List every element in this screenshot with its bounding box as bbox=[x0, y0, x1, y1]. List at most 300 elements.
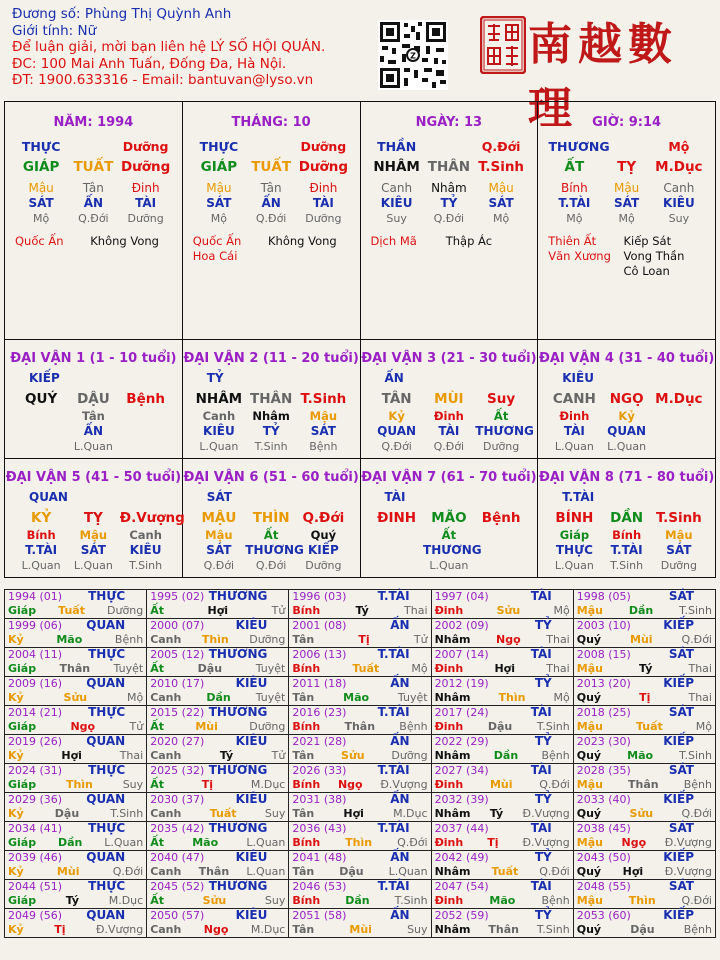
year-phase: T.Sinh bbox=[679, 603, 712, 617]
dai-van-can-chi-row bbox=[538, 389, 715, 409]
dai-van-can-chi-row-cell: ĐINH bbox=[377, 510, 417, 526]
pillar-god-row bbox=[183, 196, 360, 211]
year-can: Nhâm bbox=[434, 748, 471, 762]
year-phase: M.Dục bbox=[393, 806, 428, 820]
dai-van-hidden-row-cell bbox=[120, 409, 172, 424]
year-star: TỶ bbox=[534, 908, 552, 922]
dai-van-hidden-row-cell bbox=[371, 528, 423, 543]
pillar-can-chi-row-cell: THÂN bbox=[427, 159, 470, 175]
year-can: Ất bbox=[150, 835, 164, 849]
dai-van-hidden-row-cell: Mậu bbox=[79, 528, 108, 542]
year-chi: Hợi bbox=[61, 748, 82, 762]
dai-van-cell bbox=[183, 340, 361, 458]
pillar-hidden-row bbox=[183, 181, 360, 196]
year-star: THƯƠNG bbox=[208, 589, 268, 603]
year-chi: Tuất bbox=[58, 603, 85, 617]
year-phase: M.Dục bbox=[108, 893, 144, 907]
year-chi: Thìn bbox=[65, 777, 93, 791]
pillar-star-row-cell: THỰC bbox=[21, 139, 61, 154]
pillar-extras bbox=[183, 226, 360, 264]
qr-code-icon[interactable] bbox=[378, 20, 448, 90]
year-chi: Sửu bbox=[202, 893, 227, 907]
year-label: 2008 (15) bbox=[576, 648, 631, 661]
dai-van-hidden-row-cell: Bính bbox=[26, 528, 56, 542]
dai-van-phase-row-cell: Q.Đới bbox=[255, 559, 287, 572]
pillar-title: NGÀY: 13 bbox=[415, 115, 483, 130]
pillar-extras-left bbox=[548, 234, 623, 279]
svg-text:Z: Z bbox=[410, 51, 416, 61]
pillar-can-chi-row-cell: T.Sinh bbox=[478, 159, 525, 175]
dai-van-star: TÀI bbox=[384, 490, 406, 504]
pillar-hidden-row-cell: Tân bbox=[260, 181, 282, 195]
pillar-phase-row bbox=[183, 211, 360, 226]
pillar-star-row bbox=[5, 137, 182, 157]
year-phase: Tử bbox=[271, 748, 286, 762]
year-label: 2036 (43) bbox=[292, 822, 347, 835]
pillar-hidden-row-cell: Bính bbox=[560, 181, 588, 195]
year-phase: Suy bbox=[264, 806, 286, 820]
year-phase: Mộ bbox=[553, 603, 570, 617]
dai-van-god-row bbox=[538, 424, 715, 439]
year-chi: Dậu bbox=[630, 922, 655, 936]
dai-van-phase-row-cell: L.Quan bbox=[199, 440, 239, 453]
year-phase: Tuyệt bbox=[255, 661, 286, 675]
pillar-hidden-row-cell: Nhâm bbox=[431, 181, 467, 195]
pillar-god-row-cell: KIÊU bbox=[380, 196, 413, 210]
year-can: Giáp bbox=[8, 777, 37, 791]
year-label: 2019 (26) bbox=[8, 735, 63, 748]
year-phase: Tuyệt bbox=[255, 690, 286, 704]
year-star: THƯƠNG bbox=[208, 763, 268, 777]
year-chi: Tý bbox=[489, 806, 504, 820]
year-chi: Dần bbox=[345, 893, 370, 907]
year-label: 2041 (48) bbox=[292, 851, 347, 864]
year-chi: Hợi bbox=[494, 661, 515, 675]
dai-van-phase-row-cell: L.Quan bbox=[429, 559, 469, 572]
dai-van-hidden-row-cell: Kỷ bbox=[388, 409, 405, 423]
dai-van-god-row-cell: T.TÀI bbox=[25, 543, 58, 557]
dai-van-hidden-row bbox=[183, 409, 360, 424]
year-can: Quý bbox=[576, 864, 602, 878]
year-chi: Sửu bbox=[63, 690, 88, 704]
year-can: Mậu bbox=[576, 661, 603, 675]
year-phase: Suy bbox=[407, 922, 428, 936]
year-chi: Thìn bbox=[628, 893, 656, 907]
year-phase: T.Sinh bbox=[536, 922, 570, 936]
year-star: THỰC bbox=[88, 763, 126, 777]
year-star: THƯƠNG bbox=[208, 879, 268, 893]
pillar-extras-left bbox=[193, 234, 268, 264]
pillar-god-row-cell: ẤN bbox=[261, 196, 281, 210]
year-phase: Đ.Vượng bbox=[95, 922, 144, 936]
dai-van-star: KIẾP bbox=[29, 371, 60, 385]
year-phase: Đ.Vượng bbox=[380, 777, 428, 791]
pillar-phase-row-cell: Mộ bbox=[210, 212, 227, 225]
shen-sha-label: Thiên Ất bbox=[548, 234, 597, 248]
year-label: 2017 (24) bbox=[434, 706, 489, 719]
dai-van-hidden-row-cell: Đinh bbox=[433, 409, 464, 423]
year-cell bbox=[573, 735, 715, 764]
year-phase: Bệnh bbox=[541, 893, 570, 907]
year-phase: Q.Đới bbox=[539, 864, 570, 878]
year-label: 2012 (19) bbox=[434, 677, 489, 690]
year-phase: Đ.Vượng bbox=[522, 806, 570, 820]
dai-van-hidden-row-cell: Nhâm bbox=[252, 409, 290, 423]
year-can: Kỷ bbox=[8, 806, 24, 820]
year-chi: Mão bbox=[489, 893, 516, 907]
year-cell bbox=[431, 590, 573, 619]
year-phase: Đ.Vượng bbox=[664, 835, 712, 849]
year-star: QUAN bbox=[86, 676, 126, 690]
year-chi: Tý bbox=[639, 661, 653, 675]
year-row bbox=[5, 590, 716, 619]
year-cell bbox=[289, 851, 431, 880]
year-star: TỶ bbox=[534, 618, 552, 632]
year-cell bbox=[289, 880, 431, 909]
year-phase: Suy bbox=[264, 893, 286, 907]
dai-van-phase-row bbox=[183, 558, 360, 573]
year-phase: Bệnh bbox=[683, 777, 712, 791]
dai-van-row-1 bbox=[5, 339, 715, 458]
year-cell bbox=[573, 764, 715, 793]
pillar-star-row-cell bbox=[245, 137, 297, 157]
year-star: THỰC bbox=[88, 589, 126, 603]
year-star: SÁT bbox=[668, 705, 694, 719]
year-label: 1998 (05) bbox=[576, 590, 631, 603]
year-cell bbox=[5, 735, 147, 764]
year-cell bbox=[5, 619, 147, 648]
year-label: 1995 (02) bbox=[150, 590, 205, 603]
year-chi: Dần bbox=[628, 603, 654, 617]
year-chi: Mùi bbox=[630, 632, 653, 646]
year-star: KIÊU bbox=[235, 792, 268, 806]
year-label: 2035 (42) bbox=[150, 822, 205, 835]
year-cell bbox=[289, 706, 431, 735]
year-cell bbox=[5, 851, 147, 880]
year-star: ẤN bbox=[390, 676, 410, 690]
dai-van-hidden-row-cell: Tân bbox=[81, 409, 105, 423]
year-can: Đinh bbox=[434, 603, 464, 617]
dai-van-phase-row-cell: T.Sinh bbox=[254, 440, 288, 453]
year-chi: Mùi bbox=[489, 777, 513, 791]
year-phase: L.Quan bbox=[246, 835, 286, 849]
pillar-hidden-row-cell: Canh bbox=[381, 181, 413, 195]
pillar-star-row-cell bbox=[423, 137, 475, 157]
year-can: Canh bbox=[150, 864, 182, 878]
year-phase: Bệnh bbox=[683, 922, 712, 936]
dai-van-can-chi-row bbox=[5, 508, 185, 528]
year-star: KIÊU bbox=[235, 734, 268, 748]
year-can: Tân bbox=[292, 806, 315, 820]
dai-van-can-chi-row-cell: MÙI bbox=[434, 391, 464, 407]
year-cell bbox=[289, 793, 431, 822]
year-label: 2044 (51) bbox=[8, 880, 63, 893]
dai-van-phase-row-cell: Dưỡng bbox=[660, 559, 697, 572]
header-info bbox=[12, 6, 325, 89]
pillar-star-row-cell: THƯƠNG bbox=[548, 139, 610, 154]
year-chi: Mùi bbox=[195, 719, 218, 733]
year-chi: Ngọ bbox=[621, 835, 647, 849]
year-chi: Tị bbox=[54, 922, 66, 936]
dai-van-god-row bbox=[361, 424, 538, 439]
year-label: 2010 (17) bbox=[150, 677, 205, 690]
year-star: KIÊU bbox=[235, 908, 268, 922]
year-star: KIÊU bbox=[235, 850, 268, 864]
dai-van-can-chi-row-cell: QUÝ bbox=[25, 391, 58, 407]
year-label: 2031 (38) bbox=[292, 793, 347, 806]
dai-van-can-chi-row-cell: THÂN bbox=[249, 391, 293, 407]
dai-van-can-chi-row-cell: NGỌ bbox=[609, 391, 644, 407]
year-cell bbox=[431, 764, 573, 793]
year-chi: Dần bbox=[206, 690, 231, 704]
year-can: Mậu bbox=[576, 893, 603, 907]
dai-van-hidden-row-cell: Canh bbox=[202, 409, 236, 423]
year-chi: Mão bbox=[56, 632, 83, 646]
year-chi: Tuất bbox=[491, 864, 519, 878]
year-phase: Mộ bbox=[411, 661, 428, 675]
pillar-extras bbox=[5, 226, 182, 249]
dai-van-god-row-cell: TÀI bbox=[563, 424, 585, 438]
dai-van-god-row bbox=[183, 424, 360, 439]
shen-sha-label: Hoa Cái bbox=[192, 249, 238, 263]
year-star: SÁT bbox=[668, 879, 694, 893]
pillar-star-row-cell: Mộ bbox=[668, 139, 690, 154]
dai-van-phase-row-cell: L.Quan bbox=[554, 559, 594, 572]
year-phase: Đ.Vượng bbox=[664, 864, 712, 878]
year-star: T.TÀI bbox=[377, 589, 410, 603]
dai-van-phase-row-cell: T.Sinh bbox=[610, 559, 644, 572]
dai-van-phase-row-cell: L.Quan bbox=[73, 440, 113, 453]
pillar-phase-row bbox=[538, 211, 715, 226]
year-label: 2027 (34) bbox=[434, 764, 489, 777]
pillar-cell bbox=[361, 102, 539, 339]
dai-van-cell bbox=[5, 340, 183, 458]
year-cell bbox=[573, 648, 715, 677]
year-can: Bính bbox=[292, 661, 321, 675]
year-phase: T.Sinh bbox=[679, 748, 712, 762]
year-cell bbox=[5, 764, 147, 793]
dai-van-hidden-row-cell bbox=[15, 409, 67, 424]
year-chi: Dậu bbox=[487, 719, 513, 733]
year-cell bbox=[5, 677, 147, 706]
dai-van-phase-row-cell bbox=[120, 439, 172, 454]
year-phase: Thai bbox=[546, 632, 570, 646]
pillar-extras-right bbox=[268, 234, 350, 264]
pillar-hidden-row bbox=[361, 181, 538, 196]
dai-van-hidden-row-cell: Mậu bbox=[665, 528, 693, 542]
pillar-can-chi-row-cell: NHÂM bbox=[373, 159, 420, 175]
year-label: 2051 (58) bbox=[292, 909, 347, 922]
dai-van-phase-row bbox=[538, 439, 715, 454]
year-label: 2014 (21) bbox=[8, 706, 63, 719]
year-cell bbox=[431, 706, 573, 735]
owner-name: Đương số: Phùng Thị Quỳnh Anh bbox=[12, 6, 232, 22]
year-chi: Tuất bbox=[635, 719, 663, 733]
year-cell bbox=[431, 735, 573, 764]
year-can: Bính bbox=[292, 719, 321, 733]
year-cell bbox=[573, 793, 715, 822]
year-star: SÁT bbox=[668, 589, 694, 603]
pillar-can-chi-row-cell: Dưỡng bbox=[298, 159, 349, 175]
pillar-star-row bbox=[361, 137, 538, 157]
dai-van-hidden-row-cell: Kỷ bbox=[618, 409, 635, 423]
pillar-star-row-cell bbox=[68, 137, 120, 157]
year-cell bbox=[431, 909, 573, 938]
year-can: Tân bbox=[292, 632, 315, 646]
pillar-star-row-cell bbox=[601, 137, 653, 157]
dai-van-god-row-cell: QUAN bbox=[377, 424, 417, 438]
year-chi: Thân bbox=[344, 719, 376, 733]
pillar-phase-row-cell: Q.Đới bbox=[255, 212, 287, 225]
pillar-star-row bbox=[183, 137, 360, 157]
year-star: T.TÀI bbox=[377, 647, 410, 661]
year-cell bbox=[289, 909, 431, 938]
year-label: 2038 (45) bbox=[576, 822, 631, 835]
year-star: SÁT bbox=[668, 821, 694, 835]
year-can: Canh bbox=[150, 690, 182, 704]
year-star: T.TÀI bbox=[377, 879, 410, 893]
year-can: Kỷ bbox=[8, 864, 24, 878]
year-phase: Suy bbox=[122, 777, 144, 791]
year-cell bbox=[431, 677, 573, 706]
year-cell bbox=[289, 619, 431, 648]
year-can: Kỷ bbox=[8, 690, 24, 704]
pillar-phase-row-cell: Mộ bbox=[33, 212, 50, 225]
year-phase: Bệnh bbox=[114, 632, 144, 646]
year-cell bbox=[431, 793, 573, 822]
year-cell bbox=[431, 648, 573, 677]
dai-van-god-row-cell bbox=[475, 543, 527, 558]
year-label: 1996 (03) bbox=[292, 590, 347, 603]
year-label: 2007 (14) bbox=[434, 648, 489, 661]
year-row bbox=[5, 822, 716, 851]
pillar-phase-row-cell: Dưỡng bbox=[305, 212, 342, 225]
year-can: Tân bbox=[292, 922, 315, 936]
pillars-row bbox=[5, 102, 715, 339]
pillar-god-row-cell: SÁT bbox=[614, 196, 640, 210]
year-phase: Thai bbox=[688, 690, 712, 704]
year-chi: Mão bbox=[343, 690, 370, 704]
year-label: 2032 (39) bbox=[434, 793, 489, 806]
year-phase: Đ.Vượng bbox=[522, 835, 570, 849]
dai-van-phase-row-cell: Dưỡng bbox=[305, 559, 342, 572]
dai-van-god-row-cell: ẤN bbox=[83, 424, 104, 438]
year-label: 2040 (47) bbox=[150, 851, 205, 864]
pillar-phase-row bbox=[5, 211, 182, 226]
year-phase: Q.Đới bbox=[681, 806, 712, 820]
dai-van-title: ĐẠI VẬN 8 (71 - 80 tuổi) bbox=[538, 470, 715, 485]
contact-line: Để luận giải, mời bạn liên hệ LÝ SỐ HỘI QUÁN. bbox=[12, 39, 326, 55]
year-star: TỶ bbox=[534, 792, 552, 806]
year-label: 2028 (35) bbox=[576, 764, 631, 777]
year-cell bbox=[5, 880, 147, 909]
year-phase: M.Dục bbox=[250, 922, 286, 936]
year-row bbox=[5, 619, 716, 648]
year-label: 2042 (49) bbox=[434, 851, 489, 864]
dai-van-title: ĐẠI VẬN 5 (41 - 50 tuổi) bbox=[5, 470, 182, 485]
pillar-can-chi-row-cell: ẤT bbox=[564, 159, 585, 175]
year-star: ẤN bbox=[390, 734, 410, 748]
year-can: Giáp bbox=[8, 661, 37, 675]
year-chi: Tị bbox=[639, 690, 651, 704]
year-phase: T.Sinh bbox=[394, 893, 428, 907]
year-label: 2053 (60) bbox=[576, 909, 631, 922]
pillar-hidden-row-cell: Mậu bbox=[488, 181, 514, 195]
year-star: TÀI bbox=[530, 763, 552, 777]
dai-van-god-row-cell: SÁT bbox=[666, 543, 692, 557]
dai-van-god-row-cell: KIÊU bbox=[129, 543, 162, 557]
pillar-god-row bbox=[361, 196, 538, 211]
dai-van-hidden-row-cell bbox=[653, 409, 705, 424]
year-star: QUAN bbox=[86, 850, 126, 864]
year-cell bbox=[431, 880, 573, 909]
year-chi: Dậu bbox=[339, 864, 364, 878]
year-row bbox=[5, 764, 716, 793]
year-star: THƯƠNG bbox=[208, 705, 268, 719]
pillar-hidden-row-cell: Mậu bbox=[206, 181, 232, 195]
year-label: 2016 (23) bbox=[292, 706, 347, 719]
dai-van-can-chi-row-cell: Bệnh bbox=[126, 391, 165, 407]
phone-email-line[interactable]: ĐT: 1900.633316 - Email: bantuvan@lyso.vn bbox=[12, 72, 314, 88]
year-label: 2024 (31) bbox=[8, 764, 63, 777]
year-can: Mậu bbox=[576, 603, 603, 617]
year-label: 2026 (33) bbox=[292, 764, 347, 777]
year-cell bbox=[573, 909, 715, 938]
year-star: TÀI bbox=[530, 879, 552, 893]
year-star: KIÊU bbox=[235, 676, 268, 690]
shen-sha-label: Không Vong bbox=[90, 234, 159, 248]
year-cell bbox=[573, 880, 715, 909]
dai-van-god-row-cell: KIẾP bbox=[307, 543, 339, 557]
year-label: 2020 (27) bbox=[150, 735, 205, 748]
year-phase: Tử bbox=[413, 632, 428, 646]
year-can: Đinh bbox=[434, 719, 464, 733]
year-phase: Thai bbox=[119, 748, 144, 762]
pillar-god-row-cell: TÀI bbox=[135, 196, 157, 210]
year-star: KIẾP bbox=[663, 734, 694, 748]
pillar-hidden-row-cell: Mậu bbox=[28, 181, 54, 195]
pillar-god-row bbox=[5, 196, 182, 211]
year-label: 1994 (01) bbox=[8, 590, 63, 603]
dai-van-god-row-cell: THƯƠNG bbox=[423, 543, 482, 557]
year-can: Canh bbox=[150, 922, 182, 936]
year-cell bbox=[147, 764, 289, 793]
dai-van-star: QUAN bbox=[29, 490, 68, 504]
year-cell bbox=[573, 822, 715, 851]
dai-van-can-chi-row-cell: DẬU bbox=[77, 391, 110, 407]
year-star: THỰC bbox=[88, 821, 126, 835]
year-star: KIẾP bbox=[663, 618, 694, 632]
year-can: Ất bbox=[150, 777, 164, 791]
year-chi: Thân bbox=[488, 922, 519, 936]
dai-van-hidden-row-cell: Quý bbox=[310, 528, 337, 542]
year-chi: Tý bbox=[355, 603, 369, 617]
shen-sha-label: Kiếp Sát bbox=[623, 234, 672, 248]
year-phase: M.Dục bbox=[250, 777, 286, 791]
year-row bbox=[5, 648, 716, 677]
year-star: QUAN bbox=[86, 792, 126, 806]
dai-van-title: ĐẠI VẬN 7 (61 - 70 tuổi) bbox=[361, 470, 537, 485]
year-row bbox=[5, 677, 716, 706]
pillar-hidden-row-cell: Canh bbox=[663, 181, 695, 195]
year-label: 2047 (54) bbox=[434, 880, 489, 893]
year-label: 2003 (10) bbox=[576, 619, 631, 632]
year-chi: Thân bbox=[628, 777, 659, 791]
pillar-hidden-row-cell: Đinh bbox=[131, 181, 160, 195]
year-phase: Tuyệt bbox=[397, 690, 428, 704]
dai-van-hidden-row bbox=[538, 409, 715, 424]
year-cell bbox=[431, 851, 573, 880]
